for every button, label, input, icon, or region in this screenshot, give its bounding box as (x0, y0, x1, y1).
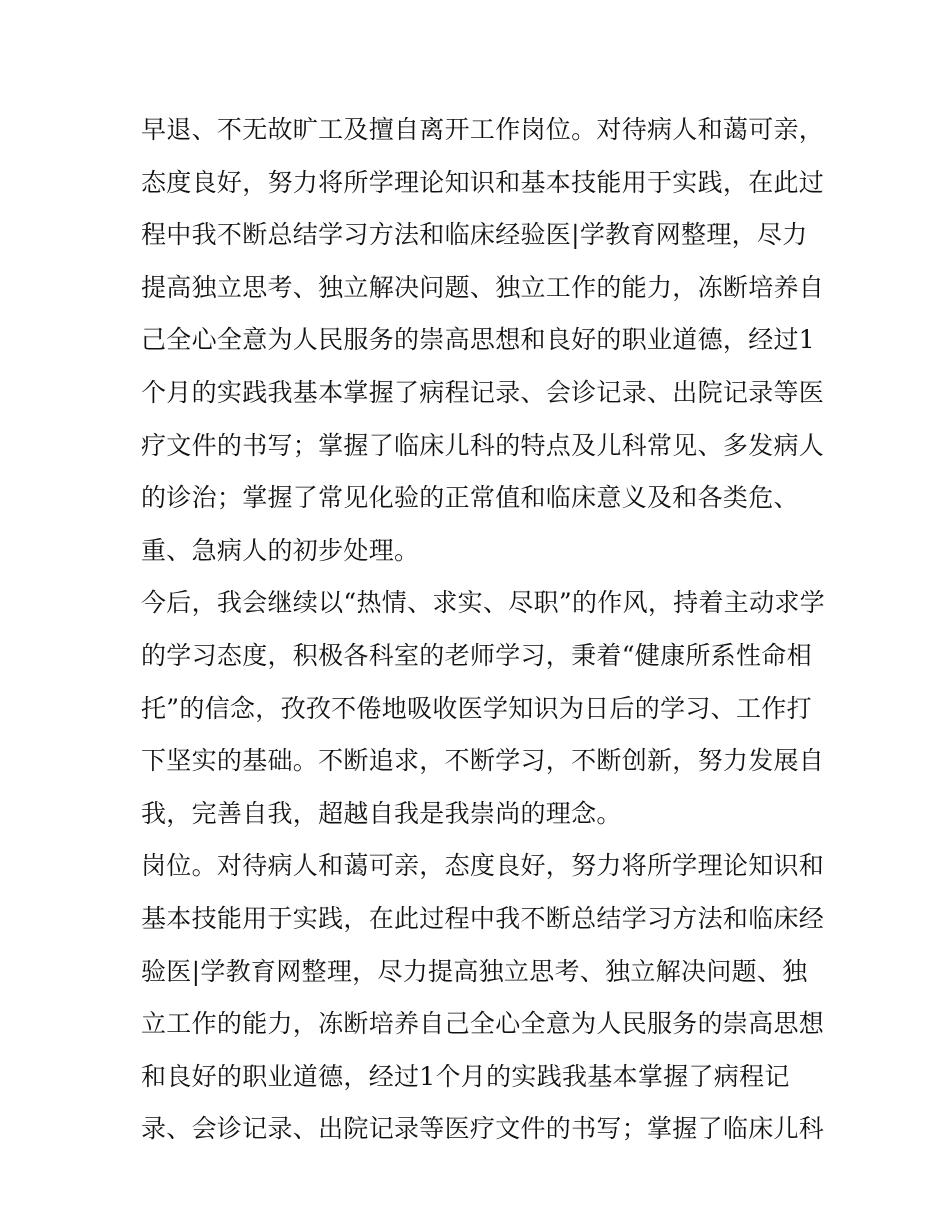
text-line: 基本技能用于实践，在此过程中我不断总结学习方法和临床经 (141, 903, 825, 933)
text-line: 下坚实的基础。不断追求，不断学习，不断创新，努力发展自 (141, 746, 825, 776)
text-line: 早退、不无故旷工及擅自离开工作岗位。对待病人和蔼可亲， (141, 115, 825, 144)
text-line: 己全心全意为人民服务的崇高思想和良好的职业道德，经过1 (141, 325, 816, 355)
text-line: 提高独立思考、独立解决问题、独立工作的能力，冻断培养自 (141, 272, 825, 302)
text-line: 和良好的职业道德，经过1个月的实践我基本掌握了病程记 (141, 1061, 790, 1091)
text-line: 验医|学教育网整理，尽力提高独立思考、独立解决问题、独 (141, 956, 808, 986)
text-line: 岗位。对待病人和蔼可亲，态度良好，努力将所学理论知识和 (141, 851, 825, 881)
text-line: 态度良好，努力将所学理论知识和基本技能用于实践，在此过 (141, 167, 825, 197)
text-line: 立工作的能力，冻断培养自己全心全意为人民服务的崇高思想 (141, 1009, 825, 1039)
text-line: 程中我不断总结学习方法和临床经验医|学教育网整理，尽力 (141, 220, 808, 250)
text-line: 今后，我会继续以“热情、求实、尽职”的作风，持着主动求学 (141, 588, 825, 618)
text-line: 的诊治；掌握了常见化验的正常值和临床意义及和各类危、 (141, 483, 799, 513)
text-line: 重、急病人的初步处理。 (141, 535, 420, 565)
body-text (141, 104, 831, 1156)
text-line: 托”的信念，孜孜不倦地吸收医学知识为日后的学习、工作打 (141, 693, 812, 723)
text-line: 我，完善自我，超越自我是我崇尚的理念。 (141, 798, 622, 828)
text-line: 的学习态度，积极各科室的老师学习，秉着“健康所系性命相 (141, 640, 812, 670)
text-line: 疗文件的书写；掌握了临床儿科的特点及儿科常见、多发病人 (141, 430, 825, 460)
text-line: 个月的实践我基本掌握了病程记录、会诊记录、出院记录等医 (141, 377, 825, 407)
text-line: 录、会诊记录、出院记录等医疗文件的书写；掌握了临床儿科 (141, 1114, 825, 1144)
